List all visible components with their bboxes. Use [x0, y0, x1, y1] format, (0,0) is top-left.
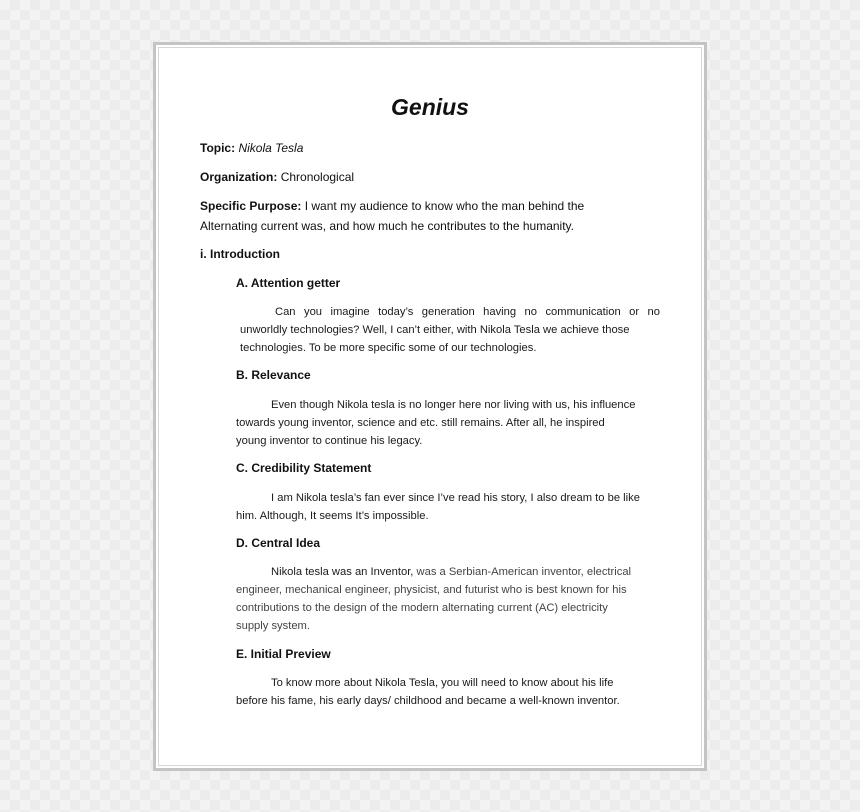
attention-getter-paragraph — [240, 303, 660, 357]
purpose-line-1 — [200, 199, 584, 213]
introduction-heading: i. Introduction — [200, 247, 280, 261]
purpose-line-2: Alternating current was, and how much he contributes to the humanity. — [200, 219, 574, 233]
section-heading-relevance: B. Relevance — [236, 368, 311, 382]
attention-line-3: technologies. To be more specific some of our technologies. — [240, 342, 537, 354]
document-page — [153, 42, 707, 771]
topic-value: Nikola Tesla — [238, 141, 304, 155]
organization-label: Organization: — [200, 170, 278, 184]
attention-line-2: unworldly technologies? Well, I can’t either, with Nikola Tesla we achieve those — [240, 324, 630, 336]
central-idea-line-1: Nikola tesla was an Inventor, was a Serbian-American inventor, electrical — [271, 566, 632, 578]
document-title: Genius — [391, 94, 469, 120]
initial-preview-paragraph — [236, 674, 666, 710]
purpose-label: Specific Purpose: — [200, 199, 302, 213]
initial-preview-line-1: To know more about Nikola Tesla, you will need to know about his life — [271, 677, 614, 689]
topic-line — [200, 141, 303, 155]
relevance-paragraph — [236, 396, 656, 450]
credibility-line-2: him. Although, It seems It’s impossible. — [236, 510, 429, 522]
credibility-paragraph — [236, 489, 666, 525]
relevance-line-3: young inventor to continue his legacy. — [236, 435, 423, 447]
organization-value: Chronological — [280, 170, 355, 184]
central-idea-line-2: engineer, mechanical engineer, physicist, and futurist who is best known for his — [236, 584, 627, 596]
relevance-line-2: towards young inventor, science and etc. still remains. After all, he inspired — [236, 417, 605, 429]
section-heading-central-idea: D. Central Idea — [236, 536, 321, 550]
section-heading-initial-preview: E. Initial Preview — [236, 647, 331, 661]
relevance-line-1: Even though Nikola tesla is no longer here nor living with us, his influence — [271, 399, 636, 411]
topic-label: Topic: — [200, 141, 236, 155]
section-heading-credibility: C. Credibility Statement — [236, 461, 372, 475]
central-idea-line-4: supply system. — [236, 620, 310, 632]
section-heading-attention-getter: A. Attention getter — [236, 276, 341, 290]
central-idea-line-3: contributions to the design of the modern alternating current (AC) electricity — [236, 602, 608, 614]
credibility-line-1: I am Nikola tesla’s fan ever since I’ve read his story, I also dream to be like — [271, 492, 640, 504]
purpose-text-1: I want my audience to know who the man behind the — [304, 199, 585, 213]
initial-preview-line-2: before his fame, his early days/ childhood and became a well-known inventor. — [236, 695, 620, 707]
central-idea-paragraph — [236, 563, 666, 635]
attention-line-1: Can you imagine today’s generation having no communication or no — [275, 306, 660, 318]
organization-line — [200, 170, 354, 184]
